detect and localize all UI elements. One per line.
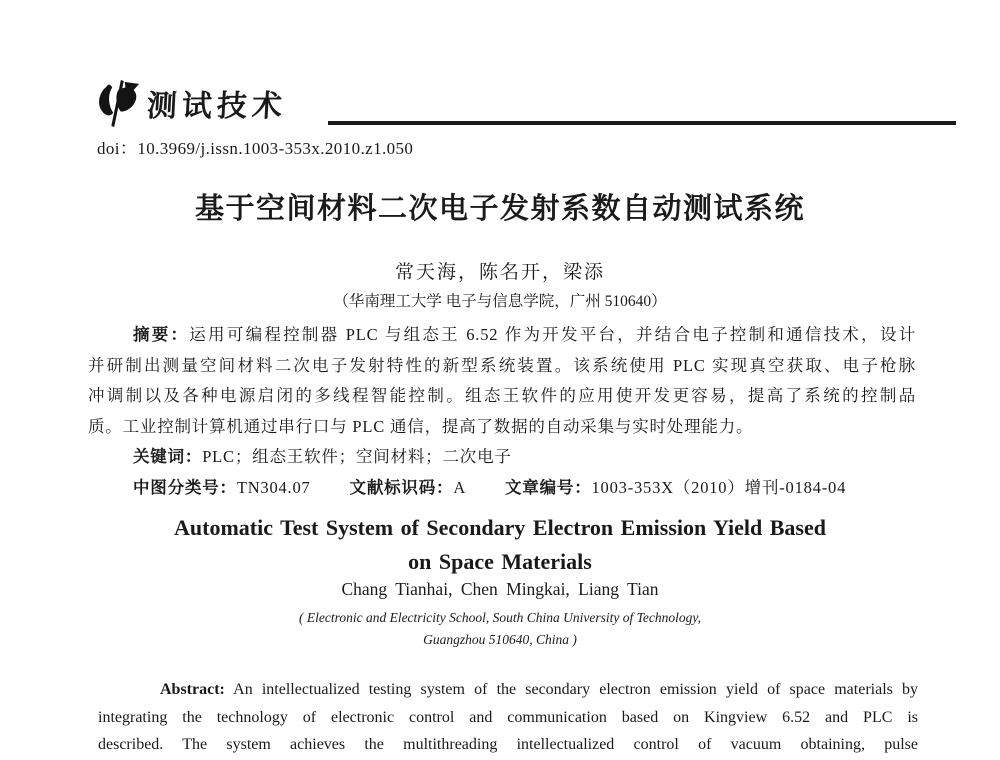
article-title-en-line2: on Space Materials [408, 549, 592, 574]
abstract-en-label: Abstract: [160, 681, 225, 698]
doc-code-group [350, 478, 467, 497]
abstract-zh-text: 运用可编程控制器 PLC 与组态王 6.52 作为开发平台，并结合电子控制和通信技术，设计 [189, 325, 917, 344]
abstract-zh-line: 并研制出测量空间材料二次电子发射特性的新型系统装置。该系统使用 PLC 实现真空获取、电子枪脉 [88, 355, 916, 375]
classification-row [133, 473, 916, 504]
article-title-zh: 基于空间材料二次电子发射系数自动测试系统 [194, 193, 805, 225]
affiliation-zh: （华南理工大学 电子与信息学院，广州 510640） [333, 293, 667, 310]
clc-value: TN304.07 [236, 477, 311, 497]
abstract-en-line: integrating the technology of electronic control and communication based on Kingview 6.52 and PLC is [98, 708, 918, 726]
abstract-en-block [98, 676, 918, 759]
article-id-value: 1003-353X（2010）增刊-0184-04 [591, 477, 847, 497]
keywords-label: 关键词： [133, 447, 203, 466]
article-title-en-line1: Automatic Test System of Secondary Electron Emission Yield Based [174, 515, 826, 540]
doc-code-label: 文献标识码： [349, 477, 454, 497]
authors-en: Chang Tianhai, Chen Mingkai, Liang Tian [341, 579, 659, 599]
abstract-en-line [98, 676, 918, 704]
abstract-en-text: An intellectualized testing system of the secondary electron emission yield of space materials by [233, 681, 918, 698]
affiliation-en [0, 607, 1000, 651]
journal-logo [95, 78, 287, 128]
keywords-zh [133, 442, 916, 473]
abstract-zh-line [88, 320, 916, 351]
abstract-zh-block [88, 320, 916, 503]
doc-code-value: A [453, 477, 467, 497]
clc-label: 中图分类号： [133, 477, 237, 497]
affiliation-en-line2: Guangzhou 510640, China ) [423, 632, 577, 647]
affiliation-en-line1: ( Electronic and Electricity School, South China University of Technology, [298, 610, 702, 625]
abstract-zh-line: 冲调制以及各种电源启闭的多线程智能控制。组态王软件的应用使开发更容易，提高了系统的控制品 [88, 386, 916, 405]
keywords-text: PLC；组态王软件；空间材料；二次电子 [202, 447, 512, 466]
journal-logo-icon [95, 78, 141, 128]
article-id-group [505, 478, 846, 497]
abstract-zh-line: 质。工业控制计算机通过串行口与 PLC 通信，提高了数据的自动采集与实时处理能力。 [88, 416, 754, 436]
doi-text: doi：10.3969/j.issn.1003-353x.2010.z1.050 [97, 139, 414, 158]
article-id-label: 文章编号： [505, 477, 592, 497]
abstract-en-line: described. The system achieves the multithreading intellectualized control of vacuum obtaining, pulse [98, 736, 918, 753]
header-rule [328, 121, 956, 125]
abstract-zh-label: 摘要： [133, 325, 190, 344]
clc-group [133, 478, 311, 497]
authors-zh: 常天海，陈名开，梁添 [394, 262, 605, 283]
journal-logo-text: 测试技术 [145, 90, 288, 123]
article-title-en [0, 511, 1000, 579]
